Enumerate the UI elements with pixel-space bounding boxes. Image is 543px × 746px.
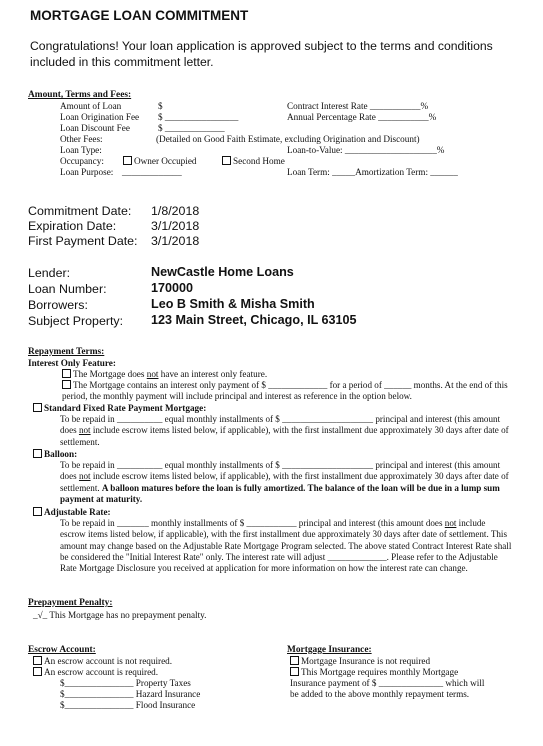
prepayment-penalty-text: This Mortgage has no prepayment penalty. [49, 610, 207, 620]
adjustable-rate-checkbox[interactable] [33, 507, 42, 516]
escrow-property-taxes[interactable] [60, 678, 191, 689]
second-home-checkbox[interactable] [222, 156, 231, 165]
adjustable-rate-text-b: include escrow items listed below, if applicable), with the first installment due approximately 30 days after date of settlement. This amount may change based on the Adjustable Rate Mortgage Program selected. The above stated Contract Interest Rate shall be considered the "Initial Interest Rate" only. The interest rate will adjust _____________. Please refer to the Adjustable Rate Mortgage Disclosure you received at application for more information on how the interest rate can change. [60, 518, 512, 574]
flood-insurance-label: Flood Insurance [135, 700, 196, 710]
hazard-insurance-label: Hazard Insurance [135, 689, 201, 699]
balloon-text-b: include escrow items listed below, if applicable), with the first installment due approximately 30 days after date of settlement. [60, 471, 509, 493]
commitment-date-value: 1/8/2018 [151, 204, 200, 218]
balloon-heading: Balloon: [44, 449, 78, 459]
occupancy-second-home-option[interactable] [222, 156, 285, 167]
escrow-hazard-insurance[interactable] [60, 689, 200, 700]
occupancy-label: Occupancy: [60, 156, 104, 166]
escrow-not-required-checkbox[interactable] [33, 656, 42, 665]
mi-required-option[interactable] [290, 667, 458, 678]
prepayment-penalty-heading: Prepayment Penalty: [28, 598, 113, 608]
interest-only-heading: Interest Only Feature: [28, 358, 116, 368]
fixed-rate-checkbox[interactable] [33, 403, 42, 412]
expiration-date-label: Expiration Date: [28, 219, 117, 233]
annual-percentage-rate[interactable]: Annual Percentage Rate ___________% [287, 112, 437, 122]
adjustable-rate-option[interactable] [33, 507, 111, 518]
interest-only-yes-text: The Mortgage contains an interest only payment of $ _____________ for a period of ______ months. At the end of this period, the monthly payment will include principal and interest as reference in the option below. [62, 380, 508, 402]
escrow-not-required-label: An escrow account is not required. [44, 656, 173, 666]
mi-payment-line[interactable]: Insurance payment of $ ______________ which will [290, 678, 485, 688]
loan-type-label: Loan Type: [60, 145, 102, 155]
fixed-rate-option[interactable] [33, 403, 206, 414]
escrow-account-heading: Escrow Account: [28, 645, 96, 655]
amount-of-loan-field[interactable]: $ [158, 101, 163, 111]
borrowers-label: Borrowers: [28, 298, 88, 312]
balloon-text [60, 460, 512, 505]
loan-number-value: 170000 [151, 281, 194, 295]
contract-interest-rate[interactable]: Contract Interest Rate ___________% [287, 101, 429, 111]
escrow-required-checkbox[interactable] [33, 667, 42, 676]
interest-only-no-checkbox[interactable] [62, 369, 71, 378]
flood-insurance-field[interactable]: $_______________ [60, 700, 134, 710]
adjustable-rate-text [60, 518, 512, 574]
discount-fee-field[interactable]: $ _____________ [158, 123, 225, 133]
interest-only-no-text-b: have an interest only feature. [158, 369, 268, 379]
document-title: MORTGAGE LOAN COMMITMENT [30, 8, 249, 23]
interest-only-no-not: not [146, 369, 159, 379]
intro-text: Congratulations! Your loan application is approved subject to the terms and conditions included in this commitment letter. [30, 39, 493, 69]
hazard-insurance-field[interactable]: $_______________ [60, 689, 134, 699]
expiration-date-value: 3/1/2018 [151, 219, 200, 233]
other-fees-note: (Detailed on Good Faith Estimate, excluding Origination and Discount) [156, 134, 420, 144]
mi-required-label: This Mortgage requires monthly Mortgage [301, 667, 459, 677]
escrow-required-option[interactable] [33, 667, 158, 678]
commitment-date-label: Commitment Date: [28, 204, 132, 218]
fixed-rate-heading: Standard Fixed Rate Payment Mortgage: [44, 403, 207, 413]
loan-purpose-label: Loan Purpose: [60, 167, 114, 177]
amount-terms-heading: Amount, Terms and Fees: [28, 90, 132, 100]
borrowers-value: Leo B Smith & Misha Smith [151, 297, 315, 311]
balloon-option[interactable] [33, 449, 77, 460]
second-home-label: Second Home [233, 156, 285, 166]
prepayment-penalty-line [33, 610, 206, 621]
interest-only-yes-checkbox[interactable] [62, 380, 71, 389]
loan-purpose-field[interactable]: _____________ [122, 167, 182, 177]
interest-only-no-text-a: The Mortgage does [73, 369, 147, 379]
fixed-rate-text-a: To be repaid in __________ equal monthly installments of $ ____________________ principal and interest (this amount does [60, 414, 501, 436]
owner-occupied-label: Owner Occupied [134, 156, 197, 166]
mi-required-checkbox[interactable] [290, 667, 299, 676]
balloon-checkbox[interactable] [33, 449, 42, 458]
occupancy-owner-option[interactable] [123, 156, 197, 167]
escrow-not-required-option[interactable] [33, 656, 172, 667]
discount-fee-label: Loan Discount Fee [60, 123, 130, 133]
subject-property-label: Subject Property: [28, 314, 124, 328]
origination-fee-label: Loan Origination Fee [60, 112, 140, 122]
fixed-rate-not: not [78, 425, 91, 436]
balloon-text-a: To be repaid in __________ equal monthly installments of $ ____________________ principal and interest (this amount does [60, 460, 501, 482]
mi-not-required-option[interactable] [290, 656, 430, 667]
escrow-required-label: An escrow account is required. [44, 667, 159, 677]
adjustable-rate-text-a: To be repaid in _______ monthly installments of $ ___________ principal and interest (this amount does [60, 518, 445, 528]
first-payment-date-label: First Payment Date: [28, 234, 138, 248]
balloon-not: not [78, 471, 91, 482]
interest-only-option-no[interactable] [62, 369, 267, 380]
fixed-rate-text [60, 414, 512, 448]
lender-label: Lender: [28, 266, 71, 280]
adjustable-rate-heading: Adjustable Rate: [44, 507, 111, 517]
owner-occupied-checkbox[interactable] [123, 156, 132, 165]
mi-not-required-label: Mortgage Insurance is not required [301, 656, 431, 666]
adjustable-rate-not: not [444, 518, 457, 528]
prepayment-check-mark[interactable]: _√_ [33, 610, 48, 620]
origination-fee-field[interactable]: $ ________________ [158, 112, 239, 122]
repayment-terms-heading: Repayment Terms: [28, 347, 105, 357]
amount-of-loan-label: Amount of Loan [60, 101, 122, 111]
balloon-warning: A balloon matures before the loan is fully amortized. The balance of the loan will be due in a lump sum payment at maturity. [60, 482, 500, 504]
first-payment-date-value: 3/1/2018 [151, 234, 200, 248]
mi-not-required-checkbox[interactable] [290, 656, 299, 665]
interest-only-option-yes[interactable] [62, 380, 512, 403]
property-taxes-label: Property Taxes [135, 678, 191, 688]
lender-value: NewCastle Home Loans [151, 265, 294, 279]
other-fees-label: Other Fees: [60, 134, 103, 144]
fixed-rate-text-b: include escrow items listed below, if applicable), with the first installment due approximately 30 days after date of settlement. [60, 425, 509, 447]
loan-term[interactable]: Loan Term: _____Amortization Term: ______ [287, 167, 458, 177]
property-taxes-field[interactable]: $_______________ [60, 678, 134, 688]
escrow-flood-insurance[interactable] [60, 700, 195, 711]
mortgage-insurance-heading: Mortgage Insurance: [287, 645, 372, 655]
subject-property-value: 123 Main Street, Chicago, IL 63105 [151, 313, 357, 327]
loan-number-label: Loan Number: [28, 282, 107, 296]
mi-added-line: be added to the above monthly repayment terms. [290, 689, 470, 699]
loan-to-value[interactable]: Loan-to-Value: ____________________% [287, 145, 445, 155]
